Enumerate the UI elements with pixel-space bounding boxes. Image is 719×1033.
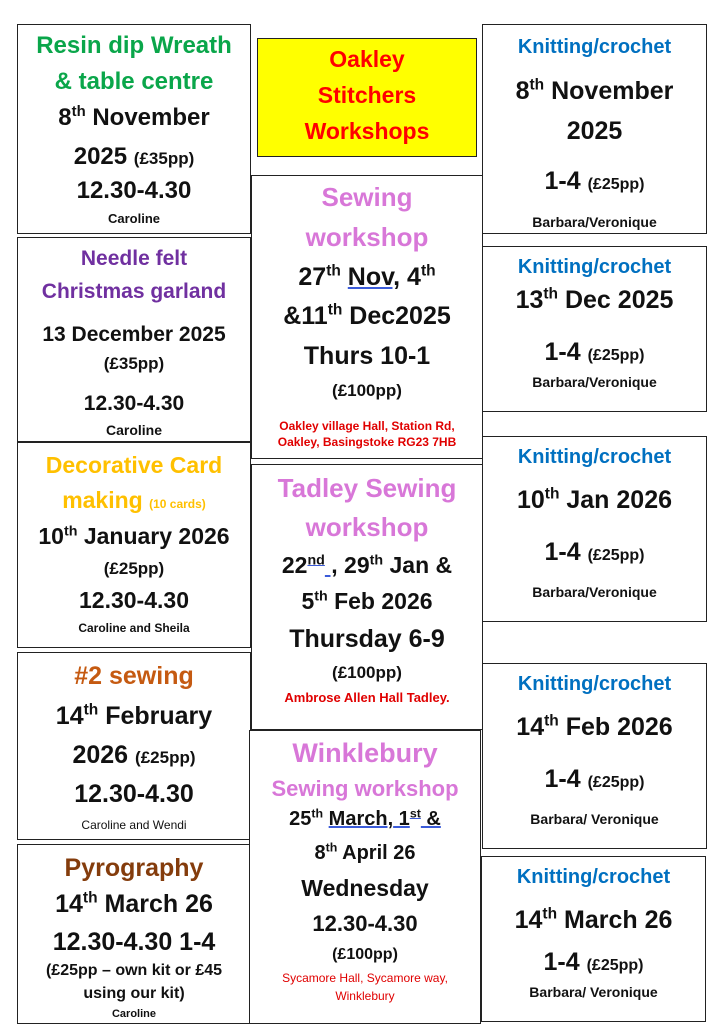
- workshop-card-needle-felt: [17, 237, 251, 442]
- workshop-date: 14th February: [55, 701, 213, 730]
- workshop-dates: 22nd , 29th Jan &: [281, 552, 453, 578]
- workshop-time: 1-4 (£25pp): [544, 338, 645, 366]
- workshop-title: Knitting/crochet: [516, 866, 671, 888]
- workshop-title: Knitting/crochet: [517, 36, 672, 58]
- workshop-tutor: Caroline: [107, 211, 160, 226]
- workshop-time: 12.30-4.30: [74, 780, 194, 808]
- workshop-time: 12.30-4.30: [76, 177, 192, 204]
- workshop-title: Knitting/crochet: [517, 446, 672, 468]
- workshop-time: 12.30-4.30: [312, 911, 418, 936]
- workshop-tutor: Caroline and Sheila: [78, 621, 190, 635]
- page-title-banner: [257, 38, 477, 157]
- workshop-date: 14th March 26: [55, 889, 213, 918]
- workshop-price: (£25pp): [587, 347, 645, 364]
- workshop-card-knitting-5: [481, 856, 706, 1022]
- workshop-venue: Sycamore Hall, Sycamore way,: [282, 971, 448, 985]
- workshop-price: using our kit): [83, 985, 185, 1002]
- workshop-time: Thurs 10-1: [303, 342, 431, 370]
- workshop-venue: Ambrose Allen Hall Tadley.: [284, 690, 450, 705]
- workshop-venue: Winklebury: [335, 989, 395, 1003]
- workshop-title: Sewing: [321, 182, 413, 212]
- workshop-price: (£25pp): [587, 547, 645, 564]
- workshop-title: Tadley Sewing: [277, 473, 457, 503]
- workshop-price: (£25pp): [586, 957, 644, 974]
- workshop-dates: 25th March, 1st &: [289, 806, 441, 830]
- workshop-card-pyrography: [17, 844, 251, 1024]
- workshop-title: Resin dip Wreath: [36, 32, 232, 59]
- workshop-title: Knitting/crochet: [517, 256, 672, 278]
- workshop-card-knitting-1: [482, 24, 707, 234]
- workshop-date: 14th March 26: [514, 905, 673, 934]
- workshop-date: 14th Feb 2026: [516, 712, 673, 741]
- workshop-dates: 27th Nov, 4th: [298, 262, 436, 291]
- workshop-time: 12.30-4.30: [79, 587, 189, 613]
- workshop-date: 10th January 2026: [38, 523, 230, 549]
- workshop-tutor: Caroline: [105, 422, 162, 438]
- workshop-day: Wednesday: [301, 875, 429, 901]
- workshop-card-knitting-3: [482, 436, 707, 622]
- workshop-venue: Oakley village Hall, Station Rd,: [279, 419, 455, 433]
- workshop-title: Needle felt: [80, 247, 188, 270]
- workshop-date: 13th Dec 2025: [515, 285, 674, 314]
- workshop-title: Knitting/crochet: [517, 673, 672, 695]
- workshop-title: #2 sewing: [74, 662, 194, 690]
- workshop-title: Pyrography: [64, 854, 204, 882]
- workshop-venue: Oakley, Basingstoke RG23 7HB: [277, 435, 457, 449]
- workshop-price: (£25pp – own kit or £45: [45, 962, 223, 979]
- page-title: Oakley: [329, 46, 405, 72]
- workshop-price: (£25pp): [587, 774, 645, 791]
- workshop-card-resin-wreath: [17, 24, 251, 234]
- workshop-tutor: Barbara/ Veronique: [529, 984, 658, 1000]
- workshop-tutor: Caroline: [111, 1008, 156, 1020]
- workshop-time: 12.30-4.30: [83, 392, 185, 415]
- workshop-time: Thursday 6-9: [289, 625, 445, 653]
- workshop-tutor: Caroline and Wendi: [81, 818, 187, 832]
- workshop-time: 1-4 (£25pp): [543, 948, 644, 976]
- workshop-card-winklebury-sewing: [249, 730, 481, 1024]
- workshop-tutor: Barbara/ Veronique: [530, 811, 659, 827]
- workshop-price: (£25pp): [103, 559, 165, 578]
- workshop-price: (£35pp): [133, 149, 195, 168]
- workshop-card-sewing-2: [17, 652, 251, 840]
- workshop-dates: 8th April 26: [314, 840, 416, 864]
- workshop-date: 8th November: [58, 104, 210, 131]
- workshop-price: (£100pp): [332, 381, 402, 400]
- workshop-title: & table centre: [54, 68, 214, 95]
- workshop-card-sewing-oakley: [251, 175, 483, 459]
- workshop-price: (£25pp): [135, 748, 196, 767]
- workshop-price: (£100pp): [332, 663, 402, 682]
- workshop-price: (£35pp): [103, 354, 165, 373]
- workshop-dates: 5th Feb 2026: [301, 588, 433, 614]
- workshop-tutor: Barbara/Veronique: [532, 214, 657, 230]
- workshop-title: workshop: [305, 222, 429, 252]
- workshop-time: 12.30-4.30 1-4: [52, 928, 216, 956]
- workshop-date-year: 2025: [566, 117, 623, 145]
- page-title: Stitchers: [317, 82, 417, 108]
- workshop-card-knitting-2: [482, 246, 707, 412]
- workshop-price: (£100pp): [332, 946, 398, 963]
- workshop-date-year: 2025 (£35pp): [73, 143, 195, 170]
- workshop-date-year: 2026 (£25pp): [72, 741, 196, 769]
- workshop-title: workshop: [305, 512, 429, 542]
- workshop-tutor: Barbara/Veronique: [532, 374, 657, 390]
- workshop-card-knitting-4: [482, 663, 707, 849]
- page-title: Workshops: [304, 118, 430, 144]
- workshop-title: Christmas garland: [41, 280, 227, 303]
- workshop-date: 8th November: [515, 76, 674, 105]
- workshop-card-tadley-sewing: [251, 464, 483, 730]
- workshop-title: Decorative Card: [45, 452, 223, 478]
- workshop-title: Winklebury: [292, 738, 438, 768]
- workshop-time: 1-4 (£25pp): [544, 538, 645, 566]
- workshop-dates: &11th Dec2025: [283, 301, 451, 330]
- workshop-title: Sewing workshop: [271, 776, 459, 801]
- workshop-price: (£25pp): [587, 176, 645, 193]
- workshop-tutor: Barbara/Veronique: [532, 584, 657, 600]
- workshop-time: 1-4 (£25pp): [544, 765, 645, 793]
- workshop-time: 1-4 (£25pp): [544, 167, 645, 195]
- workshop-date: 13 December 2025: [42, 323, 226, 346]
- workshop-date: 10th Jan 2026: [516, 485, 673, 514]
- workshop-card-decorative-card: [17, 442, 251, 648]
- workshop-title: making (10 cards): [62, 487, 206, 513]
